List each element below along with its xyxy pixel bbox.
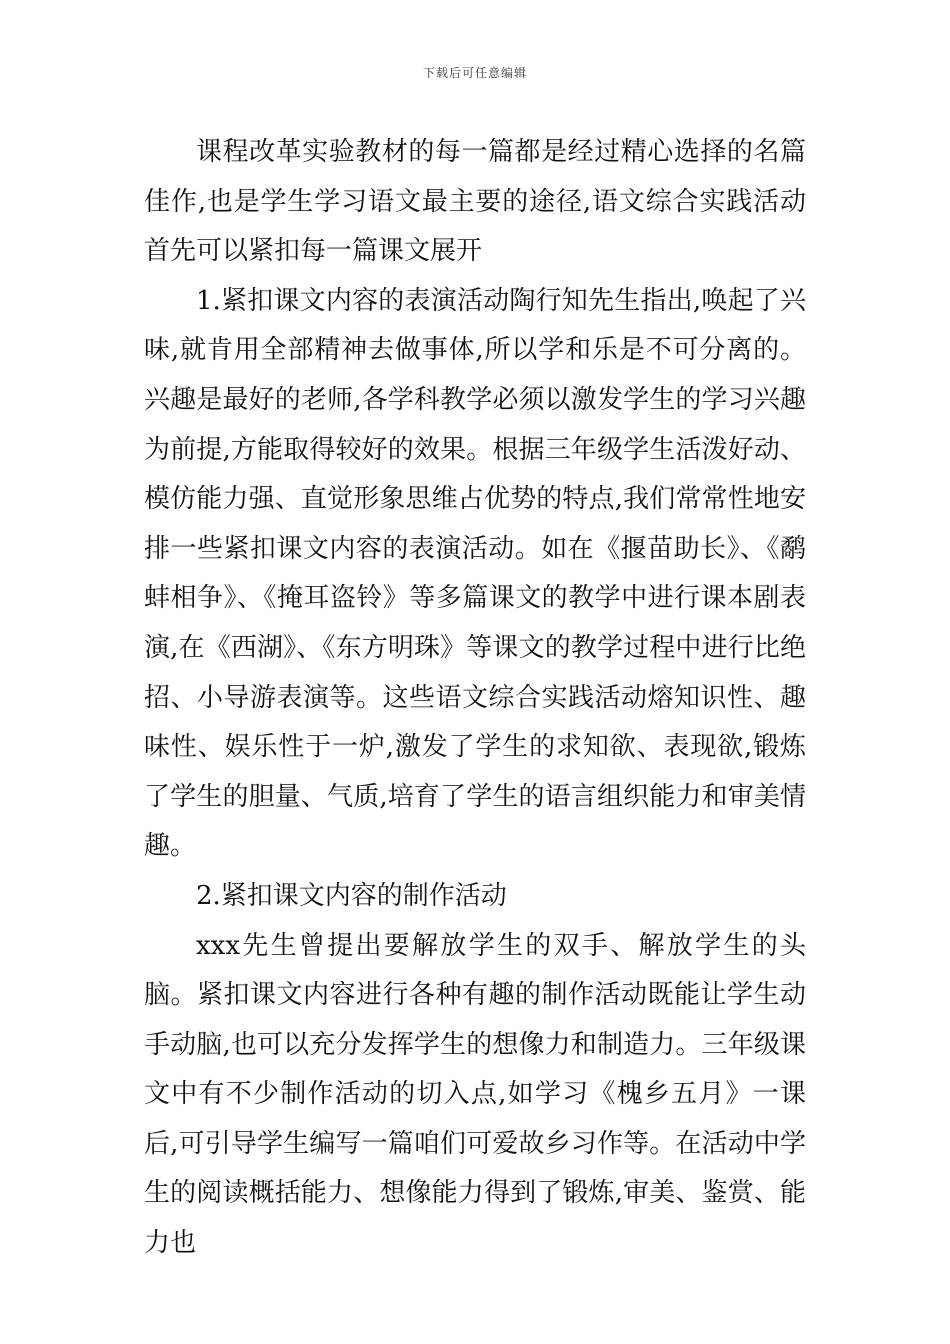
paragraph-performance-activity: 1.紧扣课文内容的表演活动陶行知先生指出,唤起了兴味,就肯用全部精神去做事体,所以学和乐是不可分离的。兴趣是最好的老师,各学科教学必须以激发学生的学习兴趣为前提,方能取得较好的效果。根据三年级学生活泼好动、模仿能力强、直觉形象思维占优势的特点,我们常常性地安排一些紧扣课文内容的表演活动。如在《揠苗助长》、《鹬蚌相争》、《掩耳盗铃》等多篇课文的教学中进行课本剧表演,在《西湖》、《东方明珠》等课文的教学过程中进行比绝招、小导游表演等。这些语文综合实践活动熔知识性、趣味性、娱乐性于一炉,激发了学生的求知欲、表现欲,锻炼了学生的胆量、气质,培育了学生的语言组织能力和审美情趣。 <box>144 285 806 862</box>
paragraph-intro: 课程改革实验教材的每一篇都是经过精心选择的名篇佳作,也是学生学习语文最主要的途径,语文综合实践活动首先可以紧扣每一篇课文展开 <box>144 137 806 267</box>
header-note: 下载后可任意编辑 <box>422 66 527 80</box>
document-body <box>144 128 806 1269</box>
paragraph-making-activity-heading: 2.紧扣课文内容的制作活动 <box>196 880 507 911</box>
paragraph-making-activity: xxx先生曾提出要解放学生的双手、解放学生的头脑。紧扣课文内容进行各种有趣的制作活动既能让学生动手动脑,也可以充分发挥学生的想像力和制造力。三年级课文中有不少制作活动的切入点,如学习《槐乡五月》一课后,可引导学生编写一篇咱们可爱故乡习作等。在活动中学生的阅读概括能力、想像能力得到了锻炼,审美、鉴赏、能力也 <box>144 930 806 1259</box>
